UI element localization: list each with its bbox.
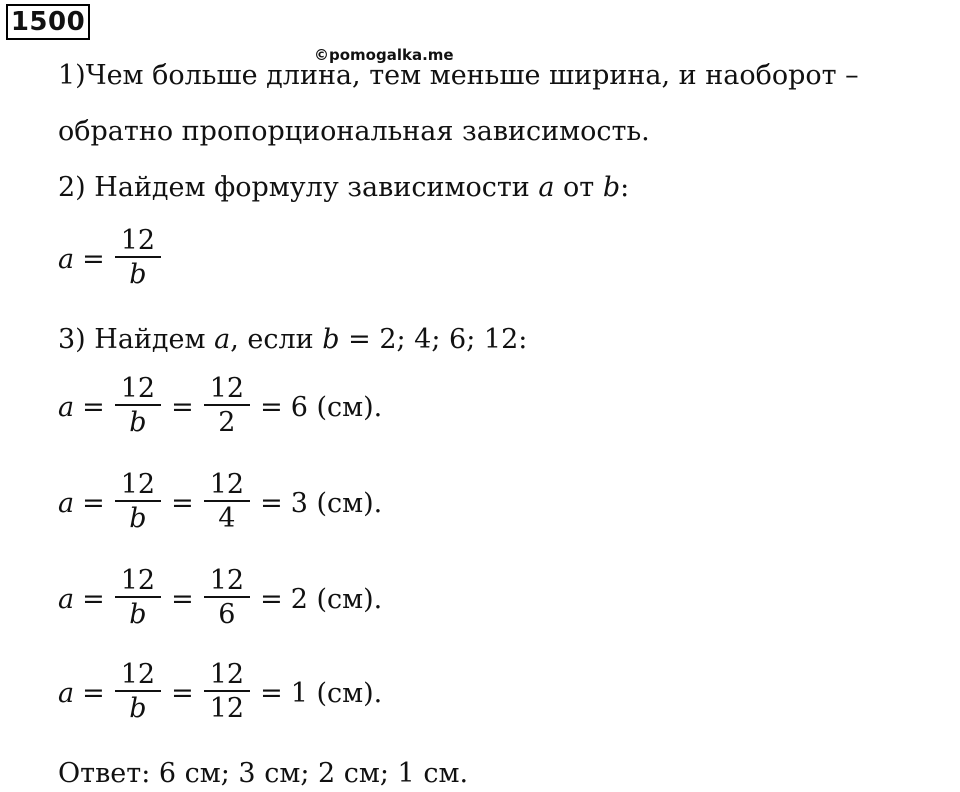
var-a: a — [538, 172, 555, 203]
numerator: 12 — [120, 565, 156, 596]
fraction — [115, 566, 161, 632]
calc-row — [58, 660, 382, 726]
denominator: b — [129, 503, 147, 534]
fraction — [204, 374, 250, 440]
var-b: b — [602, 172, 621, 203]
calc-lhs: a — [58, 677, 75, 709]
formula-lhs: a — [58, 243, 75, 275]
calc-lhs: a — [58, 391, 75, 423]
calc-result: 2 (см). — [290, 583, 383, 615]
equals-sign: = — [171, 487, 194, 519]
calc-lhs: a — [58, 487, 75, 519]
calc-result: 6 (см). — [290, 391, 383, 423]
step2-line — [58, 170, 629, 206]
equals-sign: = — [171, 391, 194, 423]
calc-row — [58, 470, 382, 536]
numerator: 12 — [120, 659, 156, 690]
step2-mid: от — [554, 172, 603, 203]
fraction — [115, 374, 161, 440]
fraction — [204, 566, 250, 632]
equals-sign: = — [82, 583, 105, 615]
numerator: 12 — [120, 225, 156, 256]
denominator: 12 — [209, 693, 245, 724]
step2-suffix: : — [620, 172, 630, 203]
step1-line1: 1)Чем больше длина, тем меньше ширина, и наоборот – — [58, 60, 859, 91]
calc-lhs: a — [58, 583, 75, 615]
numerator: 12 — [209, 373, 245, 404]
fraction — [115, 660, 161, 726]
denominator: b — [129, 599, 147, 630]
step3-mid: , если — [230, 324, 323, 355]
calc-result: 3 (см). — [290, 487, 383, 519]
numerator: 12 — [209, 659, 245, 690]
var-b: b — [322, 324, 340, 355]
equals-sign: = — [260, 391, 283, 423]
equals-sign: = — [82, 677, 105, 709]
equals-sign: = — [82, 391, 105, 423]
step3-line — [58, 322, 527, 358]
denominator: b — [129, 407, 147, 438]
numerator: 12 — [209, 469, 245, 500]
step1-line2: обратно пропорциональная зависимость. — [58, 116, 650, 147]
denominator: b — [129, 259, 147, 290]
calc-result: 1 (см). — [290, 677, 383, 709]
step2-prefix: 2) Найдем формулу зависимости — [58, 172, 539, 203]
equals-sign: = — [171, 583, 194, 615]
denominator: b — [129, 693, 147, 724]
answer: Ответ: 6 см; 3 см; 2 см; 1 см. — [58, 758, 469, 789]
numerator: 12 — [120, 373, 156, 404]
task-number: 1500 — [6, 4, 90, 40]
equals-sign: = — [260, 487, 283, 519]
denominator: 6 — [218, 599, 236, 630]
formula — [58, 226, 163, 292]
denominator: 2 — [218, 407, 236, 438]
calc-row — [58, 566, 382, 632]
step3-eq: = — [339, 324, 380, 355]
equals-sign: = — [82, 487, 105, 519]
step3-prefix: 3) Найдем — [58, 324, 215, 355]
var-a: a — [214, 324, 231, 355]
equals-sign: = — [260, 677, 283, 709]
equals-sign: = — [260, 583, 283, 615]
formula-fraction — [115, 226, 161, 292]
numerator: 12 — [209, 565, 245, 596]
fraction — [115, 470, 161, 536]
denominator: 4 — [218, 503, 236, 534]
equals-sign: = — [171, 677, 194, 709]
step3-values: 2; 4; 6; 12: — [379, 324, 528, 355]
fraction — [204, 660, 250, 726]
watermark: ©pomogalka.me — [314, 46, 454, 64]
fraction — [204, 470, 250, 536]
calc-row — [58, 374, 382, 440]
equals-sign: = — [82, 243, 105, 275]
numerator: 12 — [120, 469, 156, 500]
